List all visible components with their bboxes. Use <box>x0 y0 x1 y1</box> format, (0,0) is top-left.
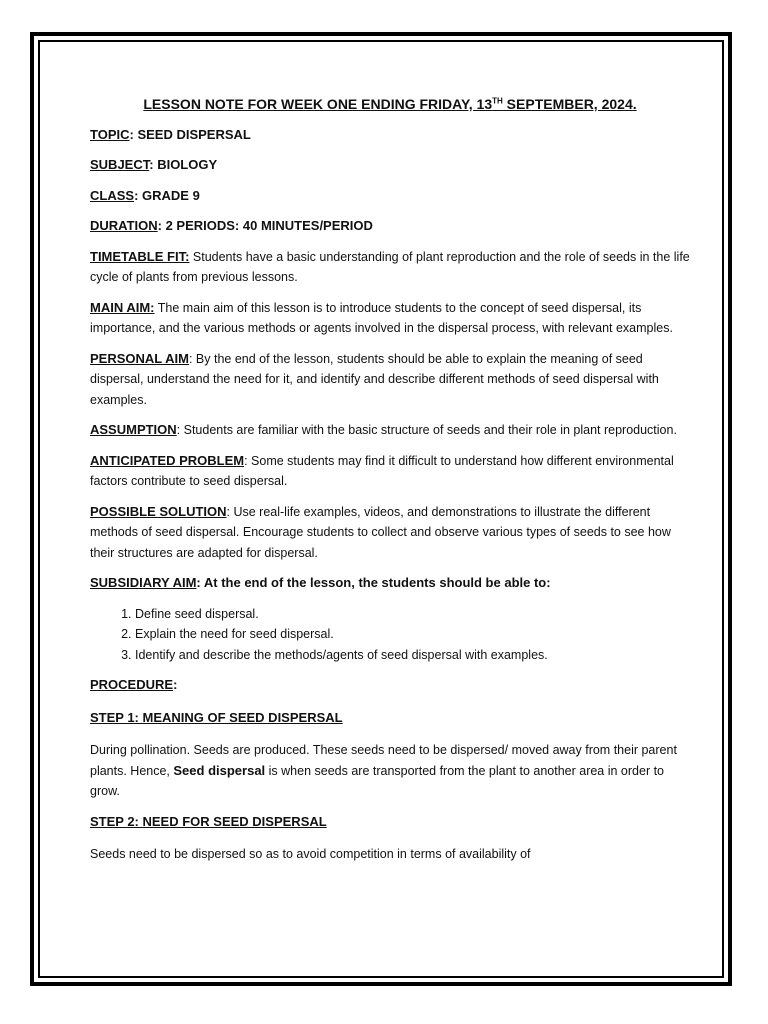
step1-paragraph <box>90 740 690 802</box>
step1-text-after: is when seeds are transported from the plant to another area in order to grow. <box>90 763 665 798</box>
title-end: SEPTEMBER, 2024 <box>502 96 633 112</box>
personal-aim-text: : By the end of the lesson, students should be able to explain the meaning of seed dispersal, understand the need for it, and identify and describe different methods of seed dispersal with examples. <box>90 351 659 407</box>
timetable-fit-paragraph <box>90 247 690 288</box>
topic-line <box>90 125 690 146</box>
procedure-label: PROCEDURE <box>90 677 174 692</box>
class-label: CLASS <box>90 187 135 203</box>
subject-value: : BIOLOGY <box>149 157 218 172</box>
assumption-text: : Students are familiar with the basic structure of seeds and their role in plant reproduction. <box>176 423 677 437</box>
objective-item: 1. Define seed dispersal. <box>135 604 690 625</box>
objective-item: 3. Identify and describe the methods/agents of seed dispersal with examples. <box>135 645 690 666</box>
personal-aim-label: PERSONAL AIM <box>90 350 189 366</box>
anticipated-problem-label: ANTICIPATED PROBLEM <box>90 452 245 468</box>
subject-line <box>90 155 690 176</box>
timetable-fit-label: TIMETABLE FIT: <box>90 248 190 264</box>
procedure-colon: : <box>173 677 178 692</box>
title-superscript: TH <box>492 96 503 106</box>
possible-solution-paragraph <box>90 502 690 564</box>
topic-value: : SEED DISPERSAL <box>129 126 251 142</box>
possible-solution-text: : Use real-life examples, videos, and demonstrations to illustrate the different methods of seed dispersal. Encourage students to collect and observe various types of seeds to see how their structures are adapted for dispersal. <box>90 504 671 560</box>
step2-heading: STEP 2: NEED FOR SEED DISPERSAL <box>90 813 327 829</box>
main-aim-label: MAIN AIM: <box>90 299 155 315</box>
step1-text-before: During pollination. Seeds are produced. These seeds need to be dispersed/ moved away from their parent plants. Hence, <box>90 743 677 778</box>
topic-label: TOPIC <box>90 126 130 142</box>
procedure-line <box>90 675 690 696</box>
duration-line <box>90 216 690 237</box>
possible-solution-label: POSSIBLE SOLUTION <box>90 503 227 519</box>
subsidiary-aim-text: : At the end of the lesson, the students should be able to: <box>196 575 551 590</box>
anticipated-problem-paragraph <box>90 451 690 492</box>
personal-aim-paragraph <box>90 349 690 411</box>
assumption-paragraph <box>90 420 690 441</box>
title-period: . <box>632 96 637 112</box>
assumption-label: ASSUMPTION <box>90 422 177 437</box>
timetable-fit-text: Students have a basic understanding of plant reproduction and the role of seeds in the life cycle of plants from previous lessons. <box>90 249 690 284</box>
lesson-note-content <box>90 90 690 875</box>
step1-heading: STEP 1: MEANING OF SEED DISPERSAL <box>90 709 343 725</box>
class-value: : GRADE 9 <box>134 187 200 203</box>
duration-value: : 2 PERIODS: 40 MINUTES/PERIOD <box>157 218 373 233</box>
subject-label: SUBJECT <box>90 157 150 172</box>
title-main: LESSON NOTE FOR WEEK ONE ENDING FRIDAY, 13 <box>143 96 493 112</box>
main-aim-text: The main aim of this lesson is to introduce students to the concept of seed dispersal, its importance, and the various methods or agents involved in the dispersal process, with relevant examples. <box>90 300 673 335</box>
document-title <box>90 94 690 115</box>
anticipated-problem-text: : Some students may find it difficult to understand how different environmental factors contribute to seed dispersal. <box>90 453 674 488</box>
step1-bold-term: Seed dispersal <box>173 762 266 778</box>
step2-paragraph: Seeds need to be dispersed so as to avoid competition in terms of availability of <box>90 847 531 861</box>
duration-label: DURATION <box>90 218 158 233</box>
objectives-list <box>90 604 690 666</box>
main-aim-paragraph <box>90 298 690 339</box>
subsidiary-aim-label: SUBSIDIARY AIM <box>90 575 197 590</box>
class-line <box>90 186 690 207</box>
objective-item: 2. Explain the need for seed dispersal. <box>135 624 690 645</box>
subsidiary-aim-line <box>90 573 690 594</box>
